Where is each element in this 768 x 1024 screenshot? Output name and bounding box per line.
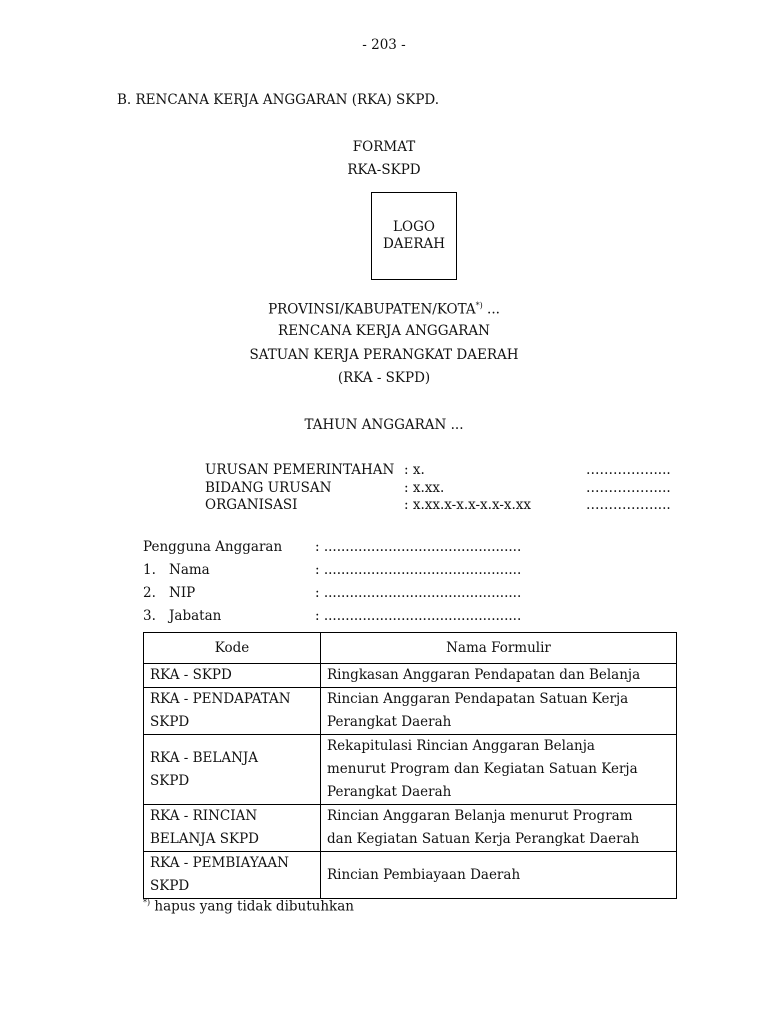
cell-line: dan Kegiatan Satuan Kerja Perangkat Daerah — [327, 831, 640, 847]
cell-line: menurut Program dan Kegiatan Satuan Kerja — [327, 761, 638, 777]
header-rka-abbrev: (RKA - SKPD) — [337, 370, 431, 386]
cell-line: Ringkasan Anggaran Pendapatan dan Belanja — [327, 667, 641, 683]
table-cell-kode — [144, 664, 321, 688]
section-heading: B. RENCANA KERJA ANGGARAN (RKA) SKPD. — [117, 92, 440, 108]
logo-placeholder — [371, 192, 457, 280]
info-label-urusan: URUSAN PEMERINTAHAN — [205, 462, 395, 478]
cell-line: SKPD — [150, 878, 190, 894]
cell-line: Rekapitulasi Rincian Anggaran Belanja — [327, 738, 595, 754]
table-cell-nama — [321, 688, 677, 735]
logo-line-2: DAERAH — [382, 236, 446, 252]
cell-line: RKA - PEMBIAYAAN — [150, 855, 289, 871]
pengguna-title-value: : .............................................. — [315, 539, 522, 555]
table-cell-kode — [144, 688, 321, 735]
header-skpd-title: SATUAN KERJA PERANGKAT DAERAH — [249, 347, 519, 363]
cell-line: SKPD — [150, 772, 190, 789]
table-header-kode: Kode — [144, 633, 321, 664]
table-row — [144, 688, 677, 735]
table-row — [144, 805, 677, 852]
info-label-bidang: BIDANG URUSAN — [205, 480, 332, 496]
format-subtitle: RKA-SKPD — [347, 162, 421, 178]
pengguna-label-nama: Nama — [169, 562, 210, 578]
table-cell-kode — [144, 852, 321, 899]
cell-line: RKA - PENDAPATAN — [150, 691, 291, 707]
footnote-mark: *) — [143, 898, 151, 907]
header-province-line — [0, 301, 768, 318]
pengguna-num-2: 2. — [143, 585, 156, 601]
pengguna-num-1: 1. — [143, 562, 156, 578]
table-cell-kode — [144, 805, 321, 852]
cell-line: Rincian Pembiayaan Daerah — [327, 866, 521, 883]
cell-line: RKA - BELANJA — [150, 749, 259, 766]
cell-line: RKA - SKPD — [150, 667, 232, 683]
pengguna-value-jabatan: : .............................................. — [315, 608, 522, 624]
table-cell-nama — [321, 664, 677, 688]
pengguna-label-nip: NIP — [169, 585, 196, 601]
logo-line-1: LOGO — [393, 219, 435, 235]
table-row — [144, 852, 677, 899]
footnote — [143, 898, 354, 915]
format-title: FORMAT — [352, 139, 416, 155]
header-province-tail: ... — [482, 301, 500, 318]
table-cell-nama — [321, 805, 677, 852]
cell-line: Perangkat Daerah — [327, 784, 452, 800]
pengguna-title: Pengguna Anggaran — [143, 539, 283, 555]
info-label-organisasi: ORGANISASI — [205, 497, 298, 513]
cell-line: RKA - RINCIAN — [150, 808, 258, 824]
table-row — [144, 664, 677, 688]
info-value-organisasi: : x.xx.x-x.x-x.x-x.xx — [404, 497, 532, 513]
info-value-urusan: : x. — [404, 462, 425, 478]
table-cell-nama — [321, 852, 677, 899]
info-dots-urusan: …………….... — [586, 462, 671, 478]
header-province: PROVINSI/KABUPATEN/KOTA — [268, 301, 476, 318]
pengguna-label-jabatan: Jabatan — [169, 608, 222, 624]
table-header-nama-formulir: Nama Formulir — [321, 633, 677, 664]
cell-line: SKPD — [150, 714, 190, 730]
cell-line: Rincian Anggaran Belanja menurut Program — [327, 808, 633, 824]
cell-line: BELANJA SKPD — [150, 831, 259, 847]
footnote-text: hapus yang tidak dibutuhkan — [150, 898, 354, 915]
table-cell-kode — [144, 735, 321, 805]
pengguna-value-nama: : .............................................. — [315, 562, 522, 578]
table-row — [144, 735, 677, 805]
info-dots-bidang: …………….... — [586, 480, 671, 496]
page-number: - 203 - — [362, 37, 406, 53]
info-dots-organisasi: …………….... — [586, 497, 671, 513]
tahun-anggaran: TAHUN ANGGARAN ... — [304, 417, 464, 433]
cell-line: Perangkat Daerah — [327, 714, 452, 730]
header-rka-title: RENCANA KERJA ANGGARAN — [278, 323, 490, 339]
pengguna-value-nip: : .............................................. — [315, 585, 522, 601]
header-province-footnote-mark: *) — [475, 301, 483, 310]
cell-line: Rincian Anggaran Pendapatan Satuan Kerja — [327, 691, 629, 707]
info-value-bidang: : x.xx. — [404, 480, 445, 496]
table-header-row — [144, 633, 677, 664]
pengguna-num-3: 3. — [143, 608, 156, 624]
form-list-table — [143, 632, 677, 899]
table-cell-nama — [321, 735, 677, 805]
